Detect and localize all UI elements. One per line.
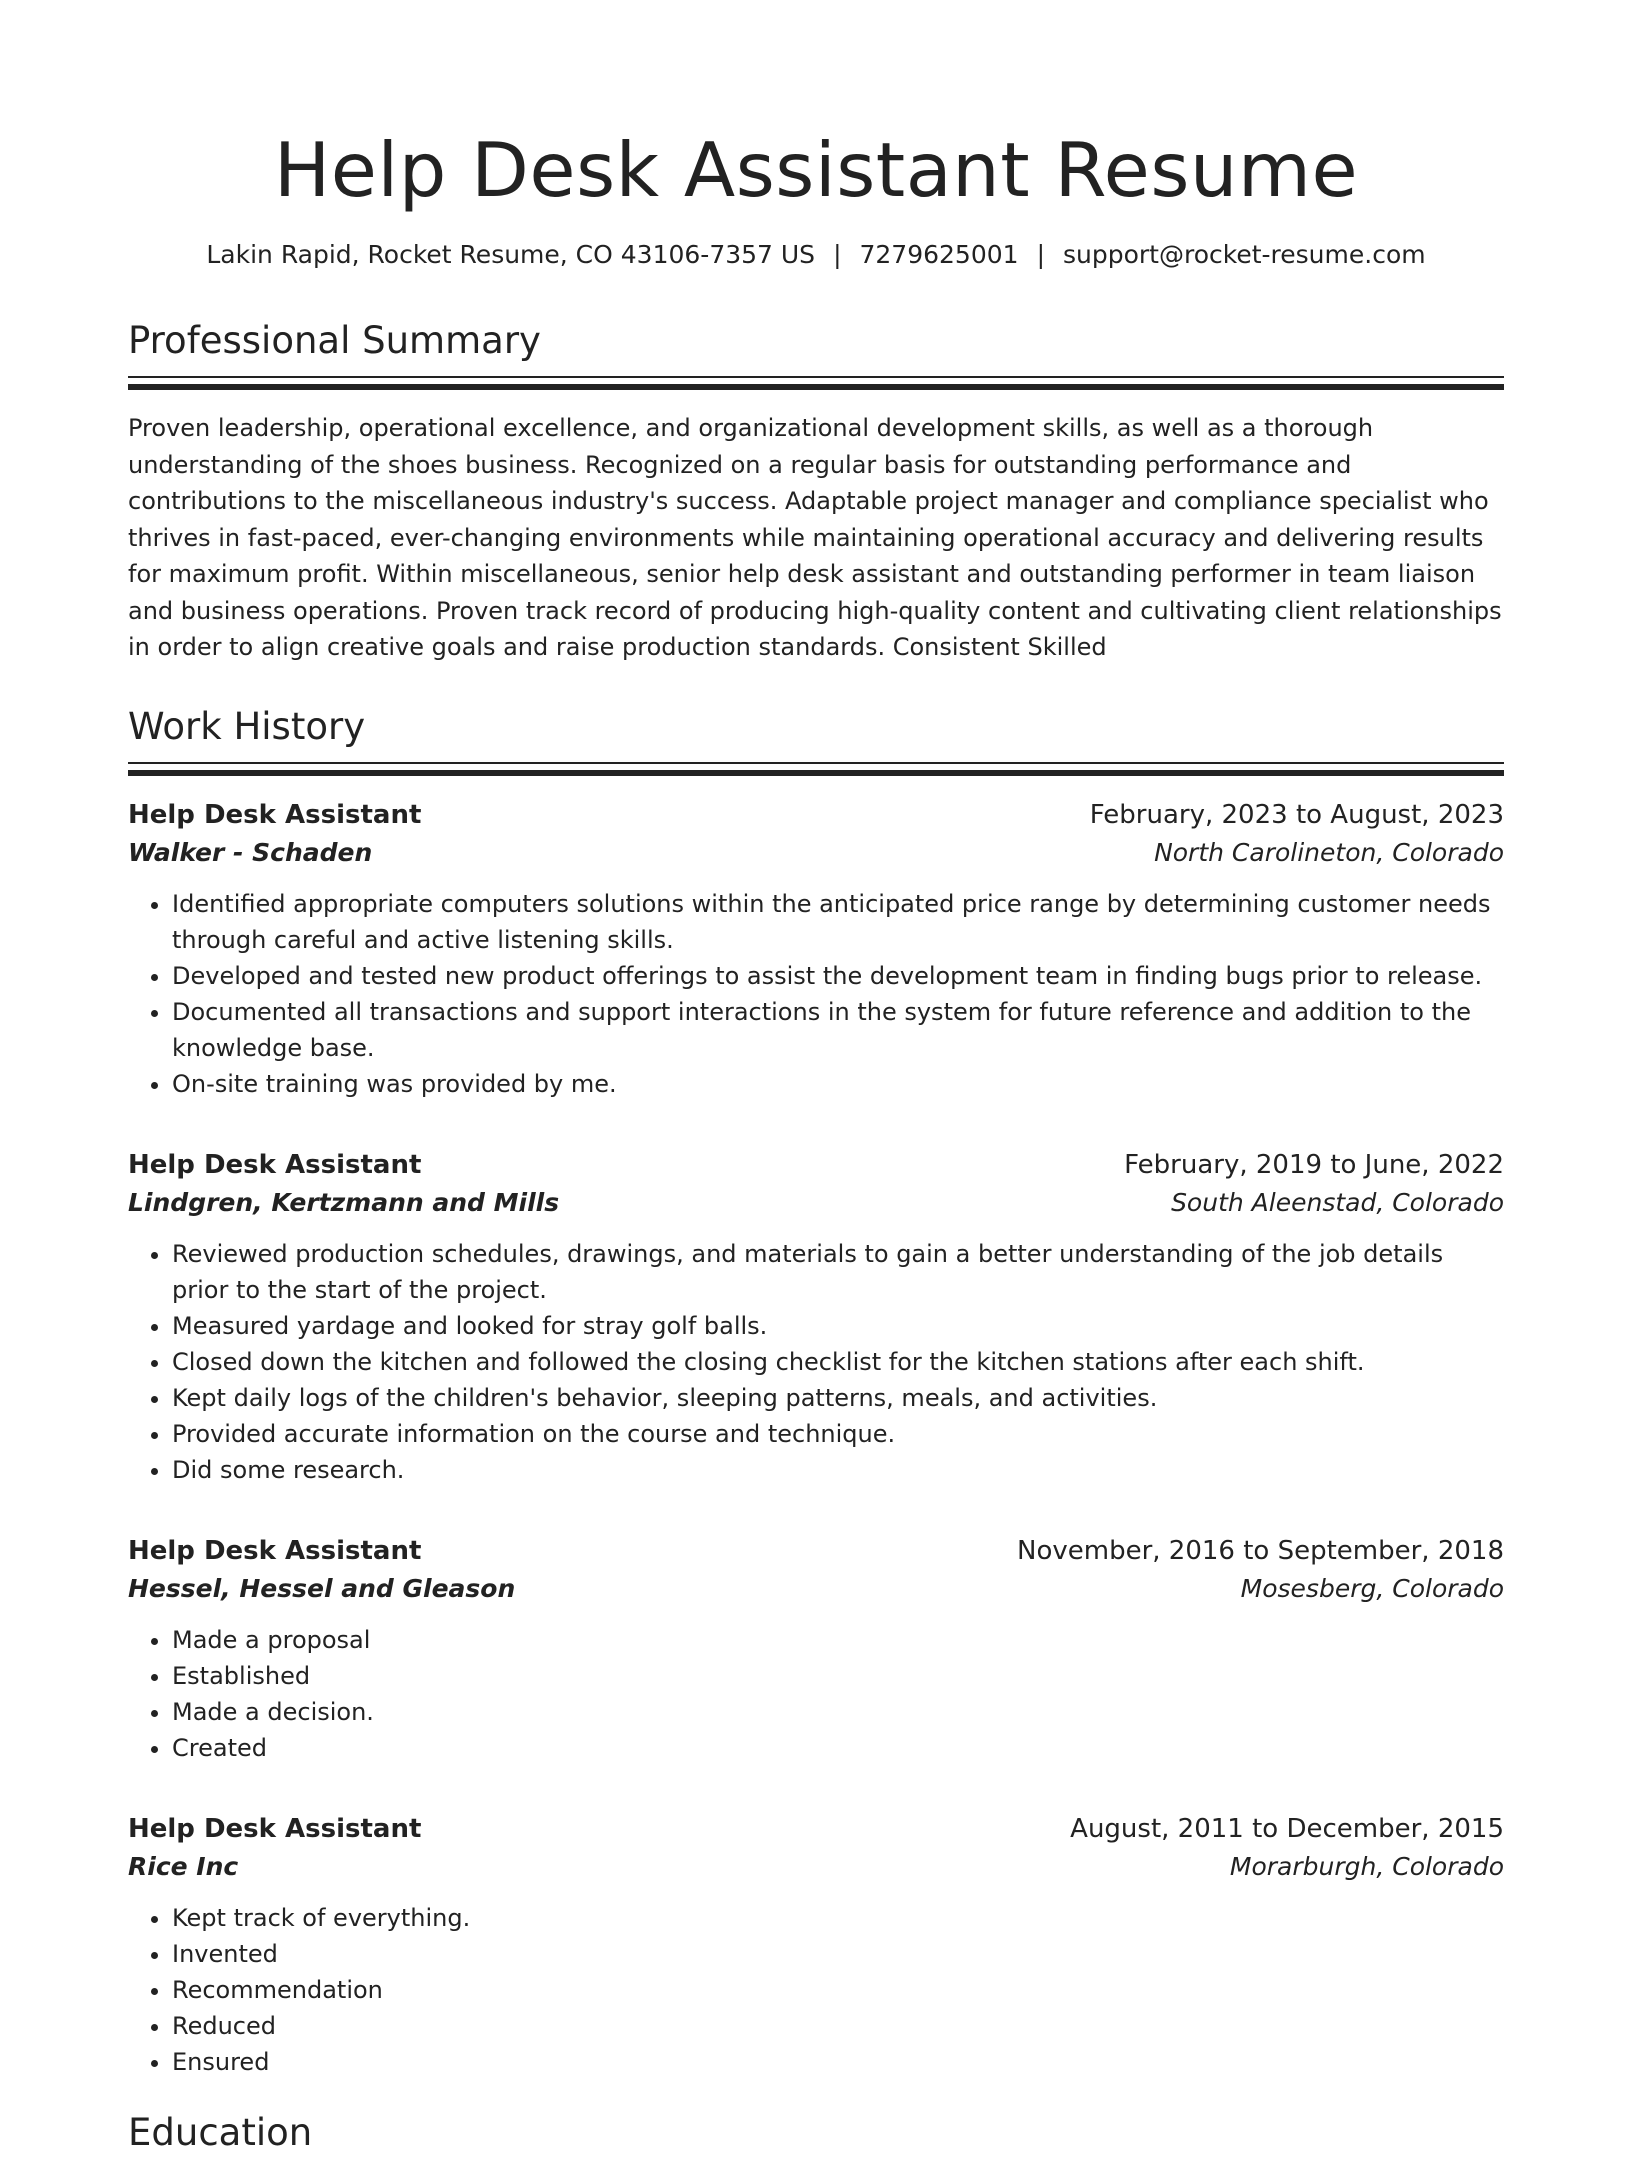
job-duty-item: • Closed down the kitchen and followed the closing checklist for the kitchen stations after each shift. [172,1344,1504,1380]
job-duty-item: • Provided accurate information on the course and technique. [172,1416,1504,1452]
job-duty-item: • Ensured [172,2044,1504,2080]
contact-line [128,238,1504,272]
resume-title: Help Desk Assistant Resume [273,126,1359,214]
job-title: Help Desk Assistant [128,1535,422,1566]
job-title: Help Desk Assistant [128,1813,422,1844]
job-duty-item: • Created [172,1730,1504,1766]
job-duty-item: • Reduced [172,2008,1504,2044]
job-duty-item: • Made a proposal [172,1622,1504,1658]
job-duty-item: • Made a decision. [172,1694,1504,1730]
job-duties-list [128,1900,1504,2080]
job-duty-item: • Reviewed production schedules, drawings, and materials to gain a better understanding of the job details prior to the start of the project. [172,1236,1504,1308]
job-duty-item: • Measured yardage and looked for stray golf balls. [172,1308,1504,1344]
job-dates: August, 2011 to December, 2015 [1070,1813,1504,1844]
section-heading-summary: Professional Summary [128,319,541,362]
section-divider [128,762,1504,772]
job-entry [128,1810,1504,2080]
job-duty-item: • Invented [172,1936,1504,1972]
job-entry [128,1146,1504,1488]
job-duties-list [128,1622,1504,1766]
job-company: Lindgren, Kertzmann and Mills [128,1187,560,1217]
job-location: South Aleenstad, Colorado [1171,1187,1504,1217]
job-company: Rice Inc [128,1851,239,1881]
job-duty-item: • Developed and tested new product offerings to assist the development team in finding bugs prior to release. [172,958,1504,994]
job-duty-item: • Kept track of everything. [172,1900,1504,1936]
job-duty-item: • Recommendation [172,1972,1504,2008]
job-duty-item: • Did some research. [172,1452,1504,1488]
job-entry [128,1532,1504,1766]
contact-separator: | [833,240,842,269]
contact-separator: | [1036,240,1045,269]
job-location: Mosesberg, Colorado [1240,1573,1504,1603]
job-duties-list [128,1236,1504,1488]
contact-address: Lakin Rapid, Rocket Resume, CO 43106-7357 US [206,240,816,269]
job-title: Help Desk Assistant [128,1149,422,1180]
job-company: Hessel, Hessel and Gleason [128,1573,516,1603]
job-company: Walker - Schaden [128,837,373,867]
job-dates: February, 2019 to June, 2022 [1124,1149,1504,1180]
job-duty-item: • Kept daily logs of the children's behavior, sleeping patterns, meals, and activities. [172,1380,1504,1416]
contact-phone: 7279625001 [859,240,1019,269]
job-duty-item: • Documented all transactions and support interactions in the system for future reference and addition to the knowledge base. [172,994,1504,1066]
section-heading-work-history: Work History [128,704,366,748]
job-dates: February, 2023 to August, 2023 [1089,799,1504,830]
job-title: Help Desk Assistant [128,799,422,830]
summary-text: Proven leadership, operational excellence, and organizational development skills, as well as a thorough understanding of the shoes business. Recognized on a regular basis for outstanding performance and contributions to the miscellaneous industry's success. Adaptable project manager and compliance specialist who thrives in fast-paced, ever-changing environments while maintaining operational accuracy and delivering results for maximum profit. Within miscellaneous, senior help desk assistant and outstanding performer in team liaison and business operations. Proven track record of producing high-quality content and cultivating client relationships in order to align creative goals and raise production standards. Consistent Skilled [128,414,1502,661]
job-location: North Carolineton, Colorado [1154,837,1504,867]
section-heading-education: Education [128,2110,313,2154]
education-section [128,2108,1504,2158]
job-duties-list [128,886,1504,1102]
job-entry [128,796,1504,1102]
job-dates: November, 2016 to September, 2018 [1017,1535,1504,1566]
job-duty-item: • Established [172,1658,1504,1694]
resume-page [128,0,1504,2158]
job-location: Morarburgh, Colorado [1229,1851,1504,1881]
job-duty-item: • On-site training was provided by me. [172,1066,1504,1102]
contact-email: support@rocket-resume.com [1063,240,1426,269]
work-history-section [128,702,1504,2080]
job-duty-item: • Identified appropriate computers solutions within the anticipated price range by determining customer needs through careful and active listening skills. [172,886,1504,958]
section-divider [128,376,1504,386]
professional-summary-section [128,316,1504,666]
